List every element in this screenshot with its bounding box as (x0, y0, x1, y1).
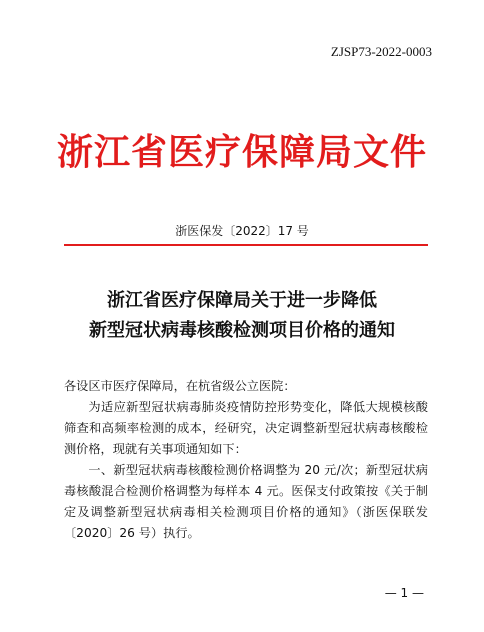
title-line-1: 浙江省医疗保障局关于进一步降低 (107, 290, 377, 311)
page-number: — 1 — (384, 586, 424, 600)
document-code: ZJSP73-2022-0003 (330, 44, 432, 59)
paragraph-1: 为适应新型冠状病毒肺炎疫情防控形势变化，降低大规模核酸筛查和高频率检测的成本，经研究，决定调整新型冠状病毒核酸检测价格，现就有关事项通知如下： (64, 400, 428, 456)
document-number: 浙医保发〔2022〕17 号 (175, 224, 309, 238)
document-body (64, 376, 428, 544)
paragraph-2: 一、新型冠状病毒核酸检测价格调整为 20 元/次；新型冠状病毒核酸混合检测价格调整为每样本 4 元。医保支付政策按《关于制定及调整新型冠状病毒相关检测项目价格的通知》（浙医保联发〔2020〕26 号）执行。 (64, 463, 428, 540)
title-line-2: 新型冠状病毒核酸检测项目价格的通知 (89, 320, 395, 341)
salutation: 各设区市医疗保障局，在杭省级公立医院： (64, 379, 296, 393)
document-banner: 浙江省医疗保障局文件 (56, 131, 427, 173)
document-title (0, 286, 484, 346)
red-divider (64, 244, 428, 246)
